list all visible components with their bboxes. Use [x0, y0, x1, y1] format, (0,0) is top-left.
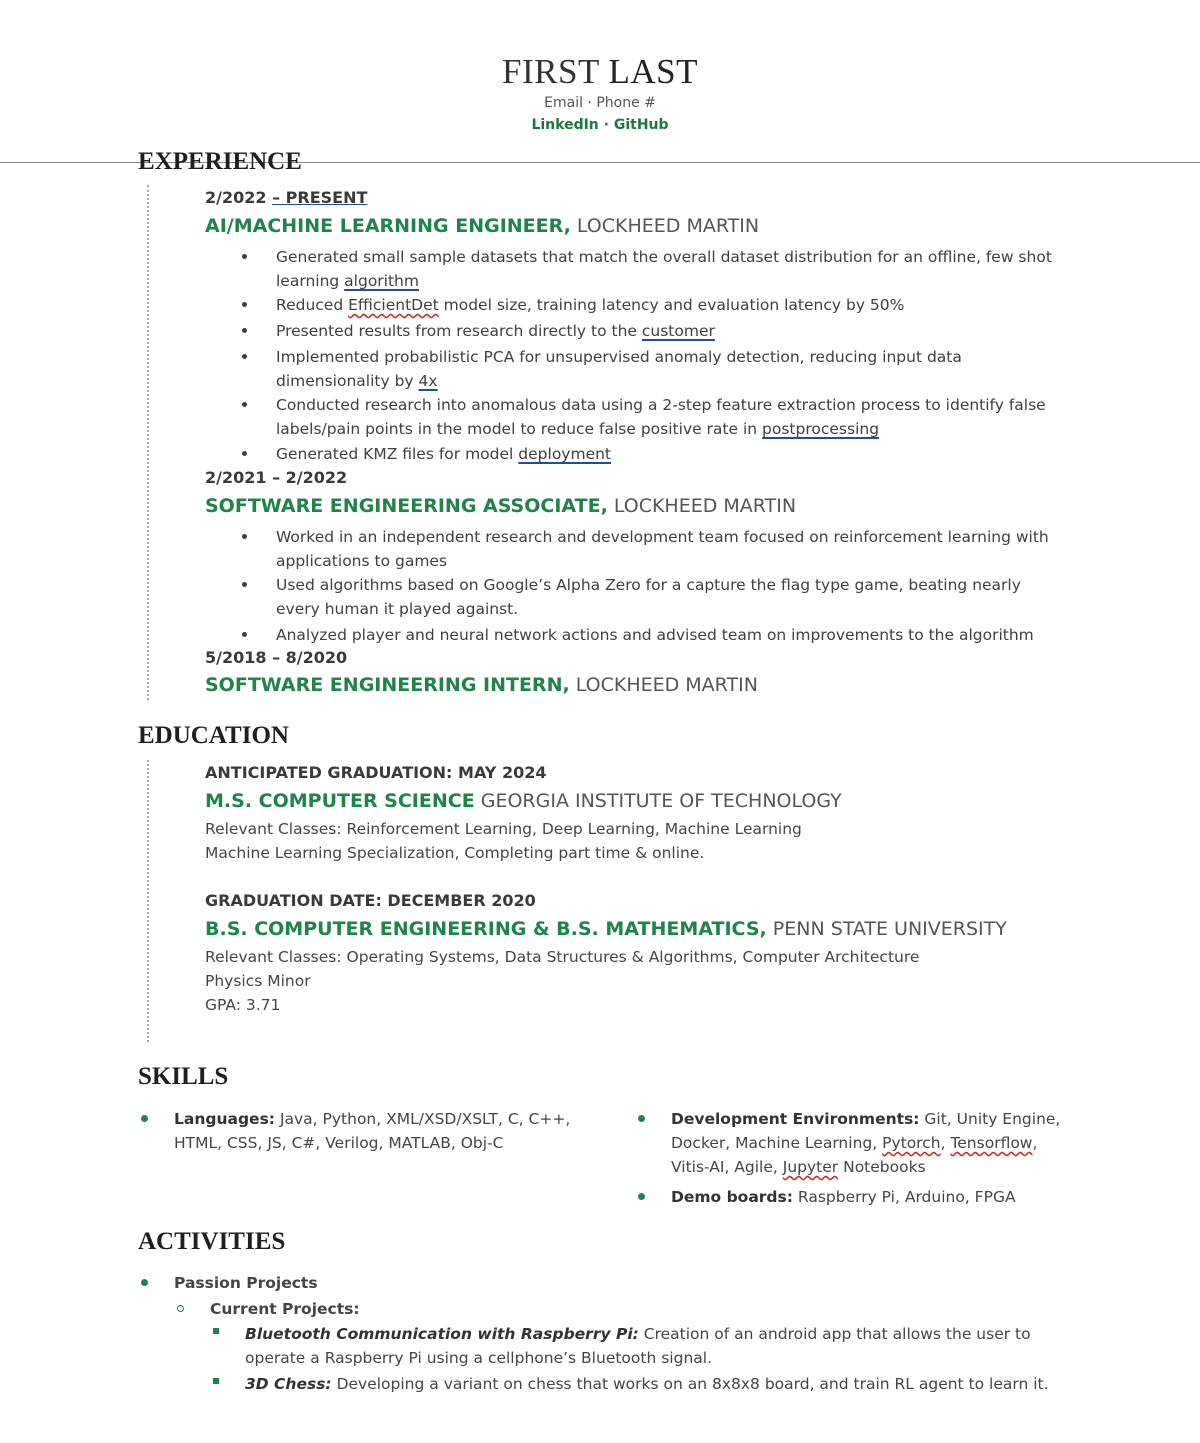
skills-languages-value: Java, Python, XML/XSD/XSLT, C, C++, HTML, CSS, JS, C#, Verilog, MATLAB, Obj-C — [174, 1110, 571, 1152]
skills-dev-value-b: , Vitis-AI, Agile, — [671, 1134, 1038, 1176]
activities-square-bullet-icon — [213, 1378, 219, 1384]
job1-bullet-6-text: Generated KMZ files for model — [276, 445, 514, 463]
skills-demo-value: Raspberry Pi, Arduino, FPGA — [797, 1188, 1016, 1206]
skills-dev-tensorflow: Tensorflow — [950, 1134, 1033, 1152]
job2-bullet-2: Used algorithms based on Google’s Alpha Zero for a capture the flag type game, beating nearly every human it played against. — [276, 573, 1066, 621]
project-bluetooth — [245, 1322, 1055, 1370]
contact-line: Email · Phone # — [544, 95, 656, 111]
job2-bullet-3: Analyzed player and neural network actions and advised team on improvements to the algorithm — [276, 623, 1066, 647]
skills-dev-comma: , — [940, 1134, 946, 1152]
activities-subbullet-icon — [177, 1305, 184, 1312]
skills-demo-label: Demo boards: — [671, 1188, 793, 1206]
bs-title-line — [205, 918, 1007, 940]
job2-date: 2/2021 – 2/2022 — [205, 468, 348, 487]
skills-dev-jupyter: Jupyter — [782, 1158, 839, 1176]
project-chess-desc: Developing a variant on chess that works on an 8x8x8 board, and train RL agent to learn it. — [336, 1375, 1049, 1393]
ms-classes: Relevant Classes: Reinforcement Learning, Deep Learning, Machine Learning — [205, 820, 802, 838]
job3-company: LOCKHEED MARTIN — [575, 674, 758, 696]
skills-dev-pytorch: Pytorch — [882, 1134, 941, 1152]
bs-minor: Physics Minor — [205, 972, 311, 990]
profile-links[interactable]: LinkedIn · GitHub — [531, 117, 669, 133]
job1-date-end: – PRESENT — [272, 188, 368, 207]
job1-bullet-6 — [276, 442, 1066, 466]
education-timeline — [147, 760, 149, 1042]
job1-date-start: 2/2022 — [205, 188, 267, 207]
bs-classes: Relevant Classes: Operating Systems, Data Structures & Algorithms, Computer Architecture — [205, 948, 920, 966]
job1-bullet-5 — [276, 393, 1066, 441]
skills-bullet-icon — [638, 1193, 645, 1200]
activities-current-projects — [210, 1297, 360, 1321]
ms-date: ANTICIPATED GRADUATION: MAY 2024 — [205, 763, 547, 782]
job3-title: SOFTWARE ENGINEERING INTERN, — [205, 674, 570, 696]
bs-gpa: GPA: 3.71 — [205, 996, 281, 1014]
job1-company: LOCKHEED MARTIN — [576, 215, 760, 237]
project-3d-chess — [245, 1372, 1085, 1396]
job1-bullet-5-text: Conducted research into anomalous data using a 2-step feature extraction process to identify false labels/pain points in the model to reduce false positive rate in — [276, 396, 1046, 438]
skills-dev-label: Development Environments: — [671, 1110, 920, 1128]
job1-bullet-3-flagged: customer — [641, 322, 715, 340]
job1-bullet-1-flagged: algorithm — [344, 272, 419, 290]
job2-company: LOCKHEED MARTIN — [613, 495, 797, 517]
job1-bullet-2-flagged: EfficientDet — [348, 296, 439, 314]
skills-dev-environments — [671, 1107, 1066, 1179]
project-bluetooth-desc: Creation of an android app that allows the user to operate a Raspberry Pi using a cellphone’s Bluetooth signal. — [245, 1325, 1031, 1367]
job1-bullet-4 — [276, 345, 1066, 393]
job1-bullet-4-flagged: 4x — [418, 372, 438, 390]
skills-dev-value-c: Notebooks — [843, 1158, 926, 1176]
job1-bullet-2-text-b: model size, training latency and evaluation latency by 50% — [443, 296, 905, 314]
experience-timeline — [147, 185, 149, 700]
project-chess-title: 3D Chess: — [245, 1375, 332, 1393]
job3-title-line — [205, 674, 758, 696]
skills-demo-boards — [671, 1185, 1066, 1209]
bs-date: GRADUATION DATE: DECEMBER 2020 — [205, 891, 536, 910]
job1-title-line — [205, 215, 759, 237]
skills-languages-label: Languages: — [174, 1110, 275, 1128]
skills-heading: SKILLS — [138, 1063, 229, 1090]
job2-title-line — [205, 495, 796, 517]
activities-bullet-icon — [141, 1279, 148, 1286]
skills-bullet-icon — [638, 1115, 645, 1122]
job1-bullet-1 — [276, 245, 1066, 293]
job1-bullet-3-text: Presented results from research directly to the — [276, 322, 637, 340]
activities-passion-projects — [174, 1271, 318, 1295]
skills-dev-value-a: Git, Unity Engine, Docker, Machine Learning, — [671, 1110, 1061, 1152]
passion-projects-label: Passion Projects — [174, 1274, 318, 1292]
ms-degree: M.S. COMPUTER SCIENCE — [205, 790, 475, 812]
bs-school: PENN STATE UNIVERSITY — [772, 918, 1007, 940]
job1-bullet-2-text-a: Reduced — [276, 296, 344, 314]
ms-specialization: Machine Learning Specialization, Completing part time & online. — [205, 844, 705, 862]
ms-title-line — [205, 790, 842, 812]
job2-title: SOFTWARE ENGINEERING ASSOCIATE, — [205, 495, 608, 517]
first-name: FIRST — [502, 52, 600, 91]
job1-bullet-1-text: Generated small sample datasets that match the overall dataset distribution for an offline, few shot learning — [276, 248, 1052, 290]
skills-languages — [174, 1107, 584, 1155]
job1-bullet-2 — [276, 293, 1066, 317]
current-projects-label: Current Projects: — [210, 1300, 360, 1318]
job2-bullet-1: Worked in an independent research and development team focused on reinforcement learning with applications to games — [276, 525, 1066, 573]
activities-heading: ACTIVITIES — [138, 1228, 286, 1255]
skills-bullet-icon — [141, 1115, 148, 1122]
experience-heading: EXPERIENCE — [138, 148, 302, 175]
job1-bullet-4-text: Implemented probabilistic PCA for unsupervised anomaly detection, reducing input data dimensionality by — [276, 348, 962, 390]
job1-bullet-6-flagged: deployment — [518, 445, 612, 463]
resume-name — [0, 52, 1200, 92]
ms-school: GEORGIA INSTITUTE OF TECHNOLOGY — [480, 790, 842, 812]
project-bluetooth-title: Bluetooth Communication with Raspberry Pi: — [245, 1325, 639, 1343]
last-name: LAST — [608, 52, 698, 91]
job1-bullet-5-flagged: postprocessing — [762, 420, 880, 438]
bs-degree: B.S. COMPUTER ENGINEERING & B.S. MATHEMATICS, — [205, 918, 767, 940]
job1-date — [205, 188, 367, 207]
activities-square-bullet-icon — [213, 1328, 219, 1334]
job1-bullet-3 — [276, 319, 1066, 343]
job3-date: 5/2018 – 8/2020 — [205, 648, 348, 667]
education-heading: EDUCATION — [138, 722, 289, 749]
job1-title: AI/MACHINE LEARNING ENGINEER, — [205, 215, 571, 237]
